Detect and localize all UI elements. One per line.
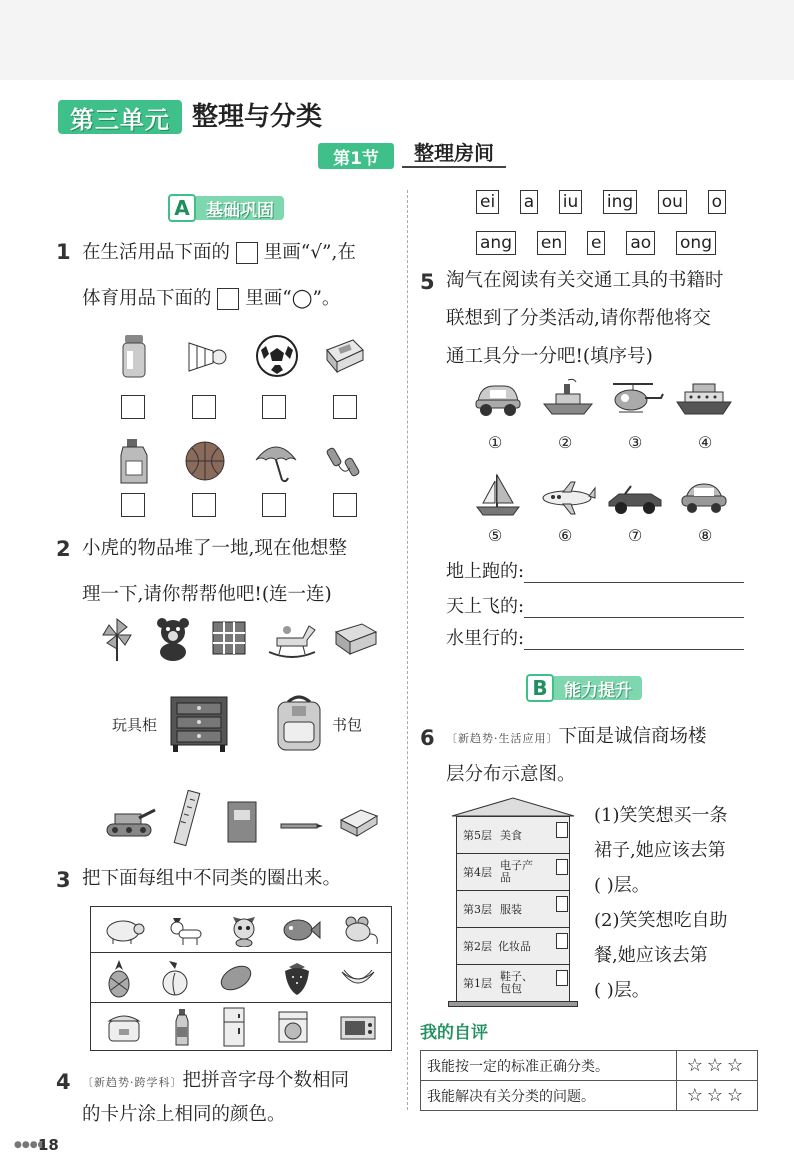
mango-icon[interactable] [217,963,255,993]
q1-number: 1 [56,240,71,264]
floor-2 [457,928,569,965]
pinwheel-icon[interactable] [96,614,138,662]
airplane-icon [538,478,598,518]
pinyin-card[interactable]: o [708,190,726,214]
window-icon [556,822,568,838]
refrigerator-icon[interactable] [221,1006,247,1048]
q2-text [82,526,402,618]
q1-answer-box[interactable] [262,493,286,517]
banana-icon[interactable] [338,964,378,992]
q6-subquestions [594,798,764,1008]
q6-sub2-line2: 餐,她应该去第 [594,945,708,966]
vehicle-label: ③ [628,433,643,452]
q2-line2: 理一下,请你帮帮他吧!(连一连) [82,584,332,605]
q6-line1: 下面是诚信商场楼 [558,726,707,747]
q6-tag: 〔新趋势·生活应用〕 [446,732,559,745]
pinyin-card[interactable]: ao [626,231,655,255]
q1-demo-box [217,288,239,310]
cat-icon[interactable] [227,913,261,947]
q1-line2a: 体育用品下面的 [82,288,212,309]
q3-table [90,906,392,1051]
unit-title: 整理与分类 [192,102,323,132]
pinyin-card[interactable]: ang [476,231,516,255]
q1-line2b: 里画“◯”。 [245,288,341,309]
ruler-icon[interactable] [170,788,206,848]
pinyin-card[interactable]: ong [676,231,716,255]
page-number: 18 [38,1136,59,1154]
sky-answer-line[interactable] [524,598,744,618]
q6-line2: 层分布示意图。 [446,764,576,785]
q6-sub2-line1: (2)笑笑想吃自助 [594,910,728,931]
q4-tag: 〔新趋势·跨学科〕 [82,1076,183,1089]
toy-cabinet-icon[interactable] [166,692,232,754]
washing-machine-icon[interactable] [276,1009,310,1045]
building-roof [448,796,578,818]
building-windows [556,822,568,998]
vehicle-label: ⑧ [698,526,713,545]
q6-number: 6 [420,726,435,750]
floor-store: 鞋子、包包 [500,970,533,995]
floor-3 [457,891,569,928]
self-eval-title: 我的自评 [420,1023,488,1043]
floor-store: 服装 [500,903,522,916]
ground-blank-row [446,557,744,583]
vehicle-label: ④ [698,433,713,452]
q5-line3: 通工具分一分吧!(填序号) [446,346,653,367]
q6-sub1-line2: 裙子,她应该去第 [594,840,726,861]
pinyin-card[interactable]: ou [658,190,687,214]
rubiks-cube-icon[interactable] [208,616,250,660]
dog-icon[interactable] [165,914,207,946]
pineapple-icon[interactable] [104,958,134,998]
self-eval-text: 我能解决有关分类的问题。 [421,1081,677,1111]
small-car-icon [676,474,732,518]
self-eval-text: 我能按一定的标准正确分类。 [421,1051,677,1081]
mouse-icon[interactable] [341,914,381,946]
pencil-icon[interactable] [278,818,326,834]
level-b-label: 能力提升 [554,676,642,700]
convertible-car-icon [604,478,666,518]
vehicle-label: ① [488,433,503,452]
footer-dots-icon: ●●●● [14,1140,46,1150]
soap-box-icon [320,332,368,378]
q5-number: 5 [420,270,435,294]
floor-4 [457,854,569,891]
floor-store: 电子产品 [500,859,533,884]
star-rating-icon[interactable]: ☆☆☆ [677,1051,758,1081]
q4-line2: 的卡片涂上相同的颜色。 [82,1104,286,1125]
q4-text [82,1058,402,1138]
q6-sub1-line3[interactable]: ( )层。 [594,875,650,896]
toy-box-icon[interactable] [330,618,382,660]
microwave-icon[interactable] [339,1013,377,1041]
pinyin-card[interactable]: ei [476,190,499,214]
q1-answer-box[interactable] [333,395,357,419]
steamship-icon [540,376,596,420]
schoolbag-icon[interactable] [268,690,330,756]
q1-answer-box[interactable] [333,493,357,517]
basketball-icon [180,438,230,484]
window-icon [556,859,568,875]
unit-badge: 第三单元 [58,100,182,134]
star-rating-icon[interactable]: ☆☆☆ [677,1081,758,1111]
ground-answer-line[interactable] [524,563,744,583]
q2-line1: 小虎的物品堆了一地,现在他想整 [82,538,347,559]
section-title: 整理房间 [402,138,506,168]
strawberry-icon[interactable] [281,959,313,997]
q3-text: 把下面每组中不同类的圈出来。 [82,868,342,889]
vehicle-label: ⑤ [488,526,503,545]
self-eval-row [421,1051,758,1081]
toy-tank-icon[interactable] [100,796,158,844]
water-answer-line[interactable] [524,630,744,650]
eraser-icon[interactable] [336,804,382,840]
soccer-ball-icon [252,332,302,380]
level-a-letter: A [168,194,196,222]
pinyin-card[interactable]: iu [559,190,583,214]
umbrella-icon [250,436,302,486]
q2-number: 2 [56,537,71,561]
floor-store: 美食 [500,829,522,842]
vehicle-label: ⑥ [558,526,573,545]
q1-line1b: 里画“√”,在 [263,242,356,263]
sailboat-icon [470,470,526,520]
q1-text [82,230,402,322]
car-icon [470,376,526,420]
helicopter-icon [606,376,666,420]
window-icon [556,933,568,949]
rice-cooker-icon[interactable] [105,1009,143,1045]
floor-store: 化妆品 [498,940,531,953]
floor-number: 第1层 [463,977,492,990]
q5-line1: 淘气在阅读有关交通工具的书籍时 [446,270,724,291]
q6-sub1-line1: (1)笑笑想买一条 [594,805,728,826]
jump-rope-icon [320,440,368,484]
pinyin-card[interactable]: ing [603,190,637,214]
floor-number: 第5层 [463,829,492,842]
sky-label: 天上飞的: [446,596,525,617]
shuttlecock-icon [180,335,230,379]
q5-line2: 联想到了分类活动,请你帮他将交 [446,308,711,329]
level-b-letter: B [526,674,554,702]
building-base [448,1001,578,1007]
ground-label: 地上跑的: [446,561,525,582]
q4-line1: 把拼音字母个数相同 [182,1070,350,1091]
self-eval-row [421,1081,758,1111]
q1-answer-box[interactable] [192,493,216,517]
pig-icon[interactable] [101,915,145,945]
level-a-label: 基础巩固 [196,196,284,220]
fish-icon[interactable] [281,917,321,943]
q1-answer-box[interactable] [121,395,145,419]
floor-1 [457,965,569,1001]
pinyin-card[interactable]: a [520,190,538,214]
building-body [456,816,570,1002]
mall-building [448,796,578,1008]
water-label: 水里行的: [446,628,525,649]
q1-line1a: 在生活用品下面的 [82,242,231,263]
floor-number: 第3层 [463,903,492,916]
section-badge: 第1节 [318,143,394,169]
window-icon [556,970,568,986]
sky-blank-row [446,592,744,618]
q1-answer-box[interactable] [121,493,145,517]
vehicle-label: ② [558,433,573,452]
bottle-icon[interactable] [172,1007,192,1047]
q5-text [446,258,766,380]
q1-answer-box[interactable] [262,395,286,419]
schoolbag-label: 书包 [332,716,363,734]
water-blank-row [446,624,744,650]
pinyin-row-1 [476,190,726,214]
level-b-badge [526,674,642,702]
detergent-bottle-icon [112,436,156,486]
level-a-badge [168,194,284,222]
thermos-icon [112,330,156,380]
pinyin-card[interactable]: e [587,231,605,255]
cruise-ship-icon [674,376,734,420]
vehicle-label: ⑦ [628,526,643,545]
toy-cabinet-label: 玩具柜 [112,716,158,734]
teddy-bear-icon[interactable] [150,614,196,662]
floor-number: 第4层 [463,866,492,879]
q4-number: 4 [56,1070,71,1094]
column-divider [407,190,408,1110]
pinyin-row-2 [476,231,716,255]
floor-number: 第2层 [463,940,492,953]
floor-5 [457,817,569,854]
top-band [0,0,794,80]
q6-text [446,714,766,798]
rocking-horse-icon[interactable] [264,614,320,662]
q3-number: 3 [56,868,71,892]
notebook-icon[interactable] [222,798,262,846]
q6-sub2-line3[interactable]: ( )层。 [594,980,650,1001]
self-eval-table [420,1050,758,1111]
q1-answer-box[interactable] [192,395,216,419]
q1-demo-box [236,242,258,264]
window-icon [556,896,568,912]
peach-icon[interactable] [159,959,191,997]
pinyin-card[interactable]: en [537,231,566,255]
